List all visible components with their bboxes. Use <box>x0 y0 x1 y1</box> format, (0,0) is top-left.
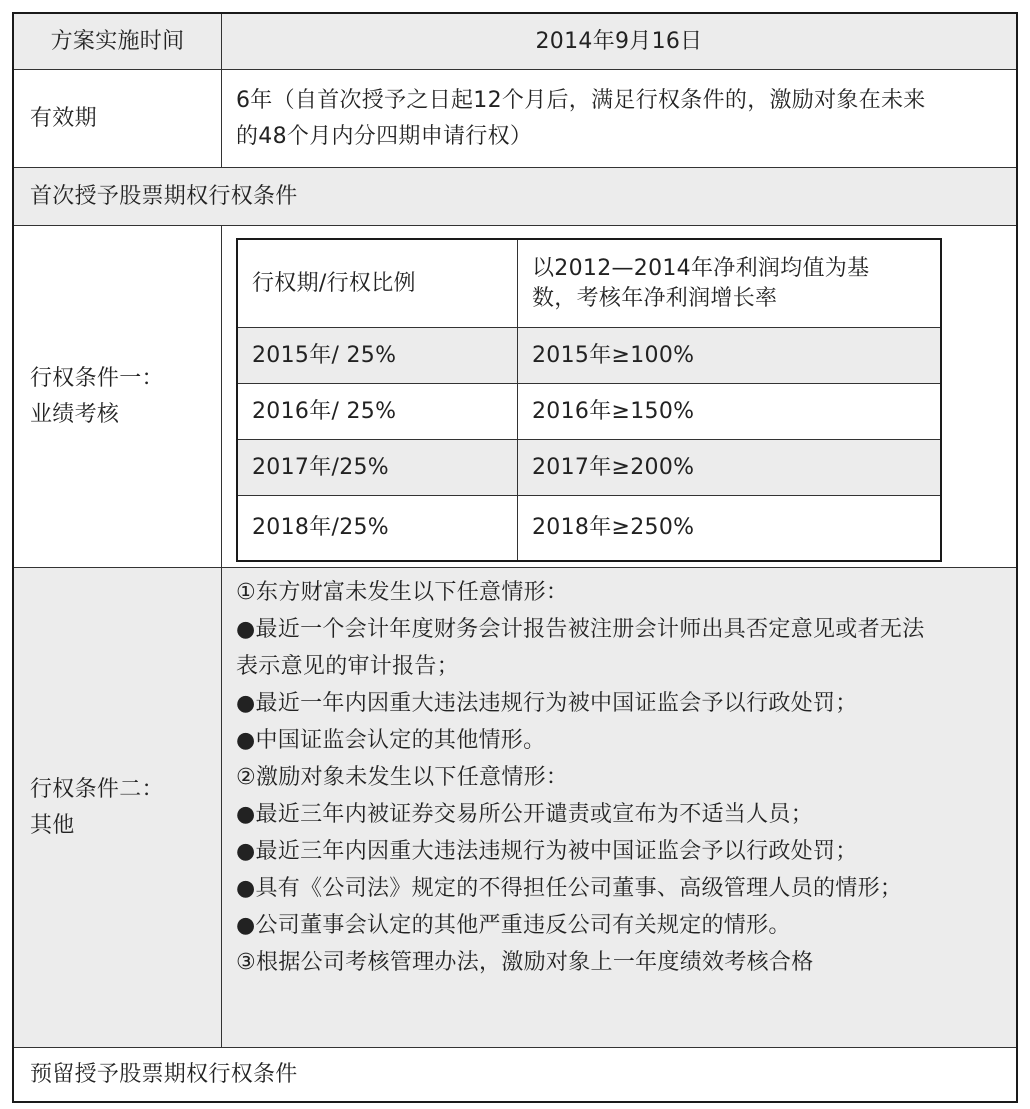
condition-1-label-line-1: 行权条件一： <box>30 365 164 391</box>
condition-2-label-line-1: 行权条件二： <box>30 776 164 802</box>
performance-header-growth-line-2: 数，考核年净利润增长率 <box>532 285 778 311</box>
performance-header-growth <box>518 240 940 327</box>
list-item: ●最近一个会计年度财务会计报告被注册会计师出具否定意见或者无法 <box>236 617 925 642</box>
list-item: ②激励对象未发生以下任意情形： <box>236 765 569 790</box>
row-condition-2 <box>14 568 1016 1048</box>
table-cell-period-text: 2015年/ 25% <box>252 342 397 368</box>
table-cell-growth-text: 2017年≥200% <box>532 454 695 480</box>
table-cell-growth-text: 2018年≥250% <box>532 515 695 540</box>
table-row <box>238 328 940 384</box>
validity-line-1: 6年（自首次授予之日起12个月后，满足行权条件的，激励对象在未来 <box>236 87 926 113</box>
condition-2-content-cell <box>222 568 1016 1047</box>
condition-2-label-cell <box>14 568 222 1047</box>
reserved-grant-header-cell <box>14 1048 1016 1101</box>
table-cell-period-text: 2017年/25% <box>252 454 389 480</box>
performance-table <box>236 238 942 562</box>
implement-time-label-cell <box>14 14 222 69</box>
row-first-grant-header <box>14 168 1016 226</box>
validity-value-cell <box>222 70 1016 167</box>
table-cell-growth <box>518 328 940 383</box>
list-item: ●最近三年内被证券交易所公开谴责或宣布为不适当人员； <box>236 802 813 827</box>
list-item: ①东方财富未发生以下任意情形： <box>236 580 569 605</box>
row-reserved-grant-header <box>14 1048 1016 1101</box>
performance-header-period-text: 行权期/行权比例 <box>252 270 416 296</box>
row-implement-time <box>14 14 1016 70</box>
performance-header-period <box>238 240 518 327</box>
table-cell-growth <box>518 440 940 495</box>
condition-2-label-line-2: 其他 <box>30 812 75 838</box>
list-item: ●具有《公司法》规定的不得担任公司董事、高级管理人员的情形； <box>236 876 903 901</box>
validity-label-cell <box>14 70 222 167</box>
table-row <box>238 384 940 440</box>
list-item: ●最近一年内因重大违法违规行为被中国证监会予以行政处罚； <box>236 691 858 716</box>
row-validity <box>14 70 1016 168</box>
performance-table-header-row <box>238 240 940 328</box>
table-row <box>238 440 940 496</box>
validity-line-2: 的48个月内分四期申请行权） <box>236 123 533 149</box>
table-cell-period <box>238 440 518 495</box>
first-grant-header: 首次授予股票期权行权条件 <box>30 183 298 209</box>
validity-label: 有效期 <box>30 105 97 131</box>
table-cell-period <box>238 328 518 383</box>
table-cell-growth <box>518 496 940 560</box>
plan-table <box>12 12 1018 1103</box>
implement-time-value-cell <box>222 14 1016 69</box>
condition-1-label-cell <box>14 226 222 567</box>
list-item: ③根据公司考核管理办法，激励对象上一年度绩效考核合格 <box>236 950 814 975</box>
list-item: ●最近三年内因重大违法违规行为被中国证监会予以行政处罚； <box>236 839 858 864</box>
condition-1-label-line-2: 业绩考核 <box>30 401 120 427</box>
table-cell-period-text: 2016年/ 25% <box>252 398 397 424</box>
table-cell-growth-text: 2015年≥100% <box>532 342 695 368</box>
first-grant-header-cell <box>14 168 1016 225</box>
implement-time-label: 方案实施时间 <box>50 28 185 54</box>
reserved-grant-header: 预留授予股票期权行权条件 <box>30 1061 298 1087</box>
list-item: ●中国证监会认定的其他情形。 <box>236 728 546 753</box>
table-cell-period <box>238 496 518 560</box>
table-row <box>238 496 940 560</box>
condition-2-list <box>236 574 1008 981</box>
table-cell-growth <box>518 384 940 439</box>
table-cell-growth-text: 2016年≥150% <box>532 398 695 424</box>
implement-time-value: 2014年9月16日 <box>535 28 703 54</box>
table-cell-period <box>238 384 518 439</box>
list-item: ●公司董事会认定的其他严重违反公司有关规定的情形。 <box>236 913 791 938</box>
list-item: 表示意见的审计报告； <box>236 654 460 679</box>
table-cell-period-text: 2018年/25% <box>252 515 389 540</box>
performance-header-growth-line-1: 以2012—2014年净利润均值为基 <box>532 255 870 281</box>
condition-1-table-cell <box>222 226 1016 567</box>
row-condition-1 <box>14 226 1016 568</box>
